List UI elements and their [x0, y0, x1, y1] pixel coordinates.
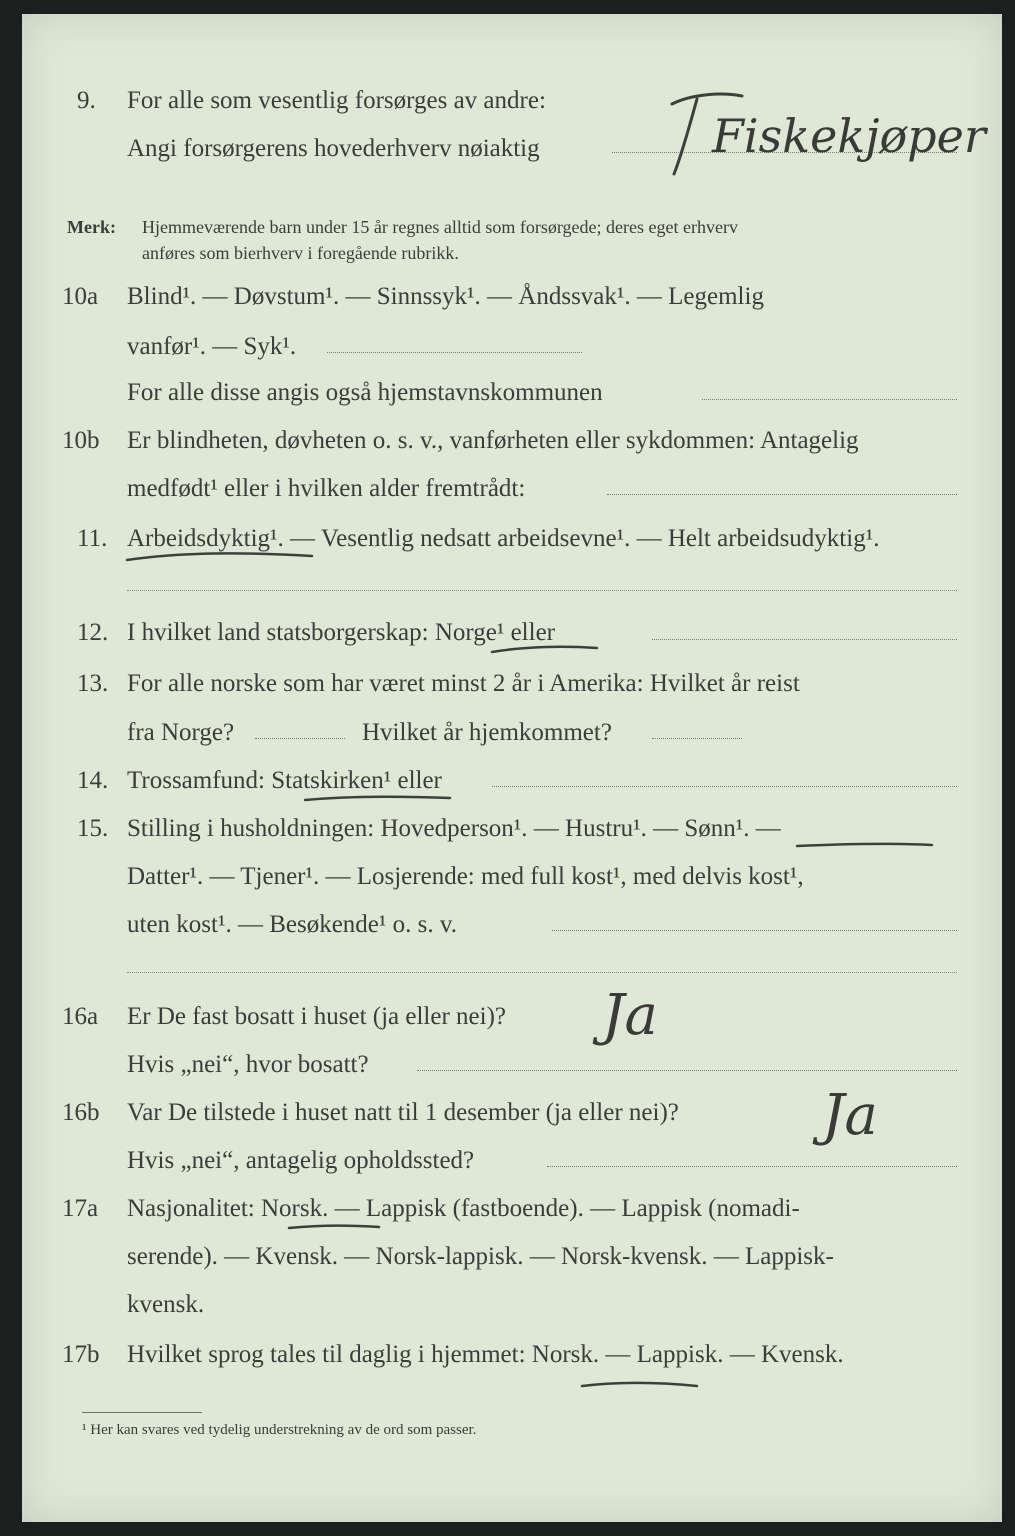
q10a-number: 10a	[62, 283, 99, 310]
q17a-text-2: serende). — Kvensk. — Norsk-lappisk. — Norsk-kvensk. — Lappisk-	[127, 1243, 834, 1270]
q15-stilling-field[interactable]	[552, 930, 957, 931]
q16b-opholdssted-field[interactable]	[547, 1166, 957, 1167]
q12-number: 12.	[77, 619, 109, 646]
q17a-text-3: kvensk.	[127, 1291, 205, 1318]
q10b-text-2: medfødt¹ eller i hvilken alder fremtrådt:	[127, 475, 526, 502]
q9-number: 9.	[77, 87, 96, 114]
q10b-text-1: Er blindheten, døvheten o. s. v., vanførheten eller sykdommen: Antagelig	[127, 427, 859, 454]
q10a-hjemstavn-field[interactable]	[702, 399, 957, 400]
q16b-number: 16b	[62, 1099, 100, 1126]
q17a-text-1: Nasjonalitet: Norsk. — Lappisk (fastboende). — Lappisk (nomadi-	[127, 1195, 800, 1222]
q9-text-2: Angi forsørgerens hovederhverv nøiaktig	[127, 135, 540, 162]
q15-number: 15.	[77, 815, 109, 842]
q16b-text-2: Hvis „nei“, antagelig opholdssted?	[127, 1147, 475, 1174]
q16a-handwritten-answer	[582, 964, 742, 1074]
q16a-number: 16a	[62, 1003, 99, 1030]
q12-text-1: I hvilket land statsborgerskap: Norge¹ eller	[127, 619, 555, 646]
q11-text-1: Arbeidsdyktig¹. — Vesentlig nedsatt arbeidsevne¹. — Helt arbeidsudyktig¹.	[127, 525, 880, 552]
census-form-page	[22, 14, 1002, 1522]
q10a-syk-field[interactable]	[327, 352, 582, 353]
q16b-text-1: Var De tilstede i huset natt til 1 desember (ja eller nei)?	[127, 1099, 679, 1126]
q13-number: 13.	[77, 670, 109, 697]
q13-reist-field[interactable]	[255, 738, 345, 739]
merk-text-1: Hjemmeværende barn under 15 år regnes alltid som forsørgede; deres eget erhverv	[142, 217, 738, 237]
svg-text:Ja: Ja	[602, 983, 658, 1048]
q10a-text-1: Blind¹. — Døvstum¹. — Sinnssyk¹. — Åndssvak¹. — Legemlig	[127, 283, 764, 310]
svg-text:Fiskekjøper: Fiskekjøper	[712, 109, 986, 163]
q13-text-2b: Hvilket år hjemkommet?	[362, 719, 612, 746]
q14-text-1: Trossamfund: Statskirken¹ eller	[127, 767, 442, 794]
q13-text-1: For alle norske som har været minst 2 år i Amerika: Hvilket år reist	[127, 670, 800, 697]
q12-land-field[interactable]	[652, 639, 957, 640]
q15-text-3: uten kost¹. — Besøkende¹ o. s. v.	[127, 911, 458, 938]
q17b-number: 17b	[62, 1341, 100, 1368]
q11-separator	[127, 590, 957, 591]
q17b-text-1: Hvilket sprog tales til daglig i hjemmet: Norsk. — Lappisk. — Kvensk.	[127, 1341, 844, 1368]
q10b-number: 10b	[62, 427, 100, 454]
q17a-underline-mark	[284, 1218, 384, 1238]
q14-number: 14.	[77, 767, 109, 794]
q13-hjemkommet-field[interactable]	[652, 738, 742, 739]
q17b-underline-mark	[577, 1376, 707, 1396]
q14-trossamfund-field[interactable]	[492, 786, 957, 787]
footnote: ¹ Her kan svares ved tydelig understrekning av de ord som passer.	[82, 1422, 477, 1438]
q17a-number: 17a	[62, 1195, 99, 1222]
merk-label: Merk:	[67, 217, 116, 237]
merk-text-2: anføres som bierhverv i foregående rubrikk.	[142, 243, 459, 263]
footnote-rule	[82, 1412, 202, 1413]
q10a-text-3: For alle disse angis også hjemstavnskommunen	[127, 379, 603, 406]
q9-handwritten-answer	[652, 74, 986, 184]
q16b-handwritten-answer	[802, 1054, 962, 1164]
q16a-text-2: Hvis „nei“, hvor bosatt?	[127, 1051, 369, 1078]
q15-text-2: Datter¹. — Tjener¹. — Losjerende: med full kost¹, med delvis kost¹,	[127, 863, 804, 890]
q11-number: 11.	[77, 525, 108, 552]
q15-text-1: Stilling i husholdningen: Hovedperson¹. — Hustru¹. — Sønn¹. —	[127, 815, 781, 842]
q9-text-1: For alle som vesentlig forsørges av andre:	[127, 87, 546, 114]
q13-text-2a: fra Norge?	[127, 719, 235, 746]
svg-text:Ja: Ja	[822, 1083, 878, 1148]
q11-underline-mark	[122, 548, 322, 568]
q16a-text-1: Er De fast bosatt i huset (ja eller nei)?	[127, 1003, 507, 1030]
q10b-alder-field[interactable]	[607, 494, 957, 495]
q10a-text-2: vanfør¹. — Syk¹.	[127, 333, 297, 360]
q14-underline-mark	[300, 790, 460, 810]
q12-underline-mark	[487, 640, 607, 660]
q15-separator	[127, 972, 957, 973]
q15-underline-mark	[792, 836, 942, 856]
